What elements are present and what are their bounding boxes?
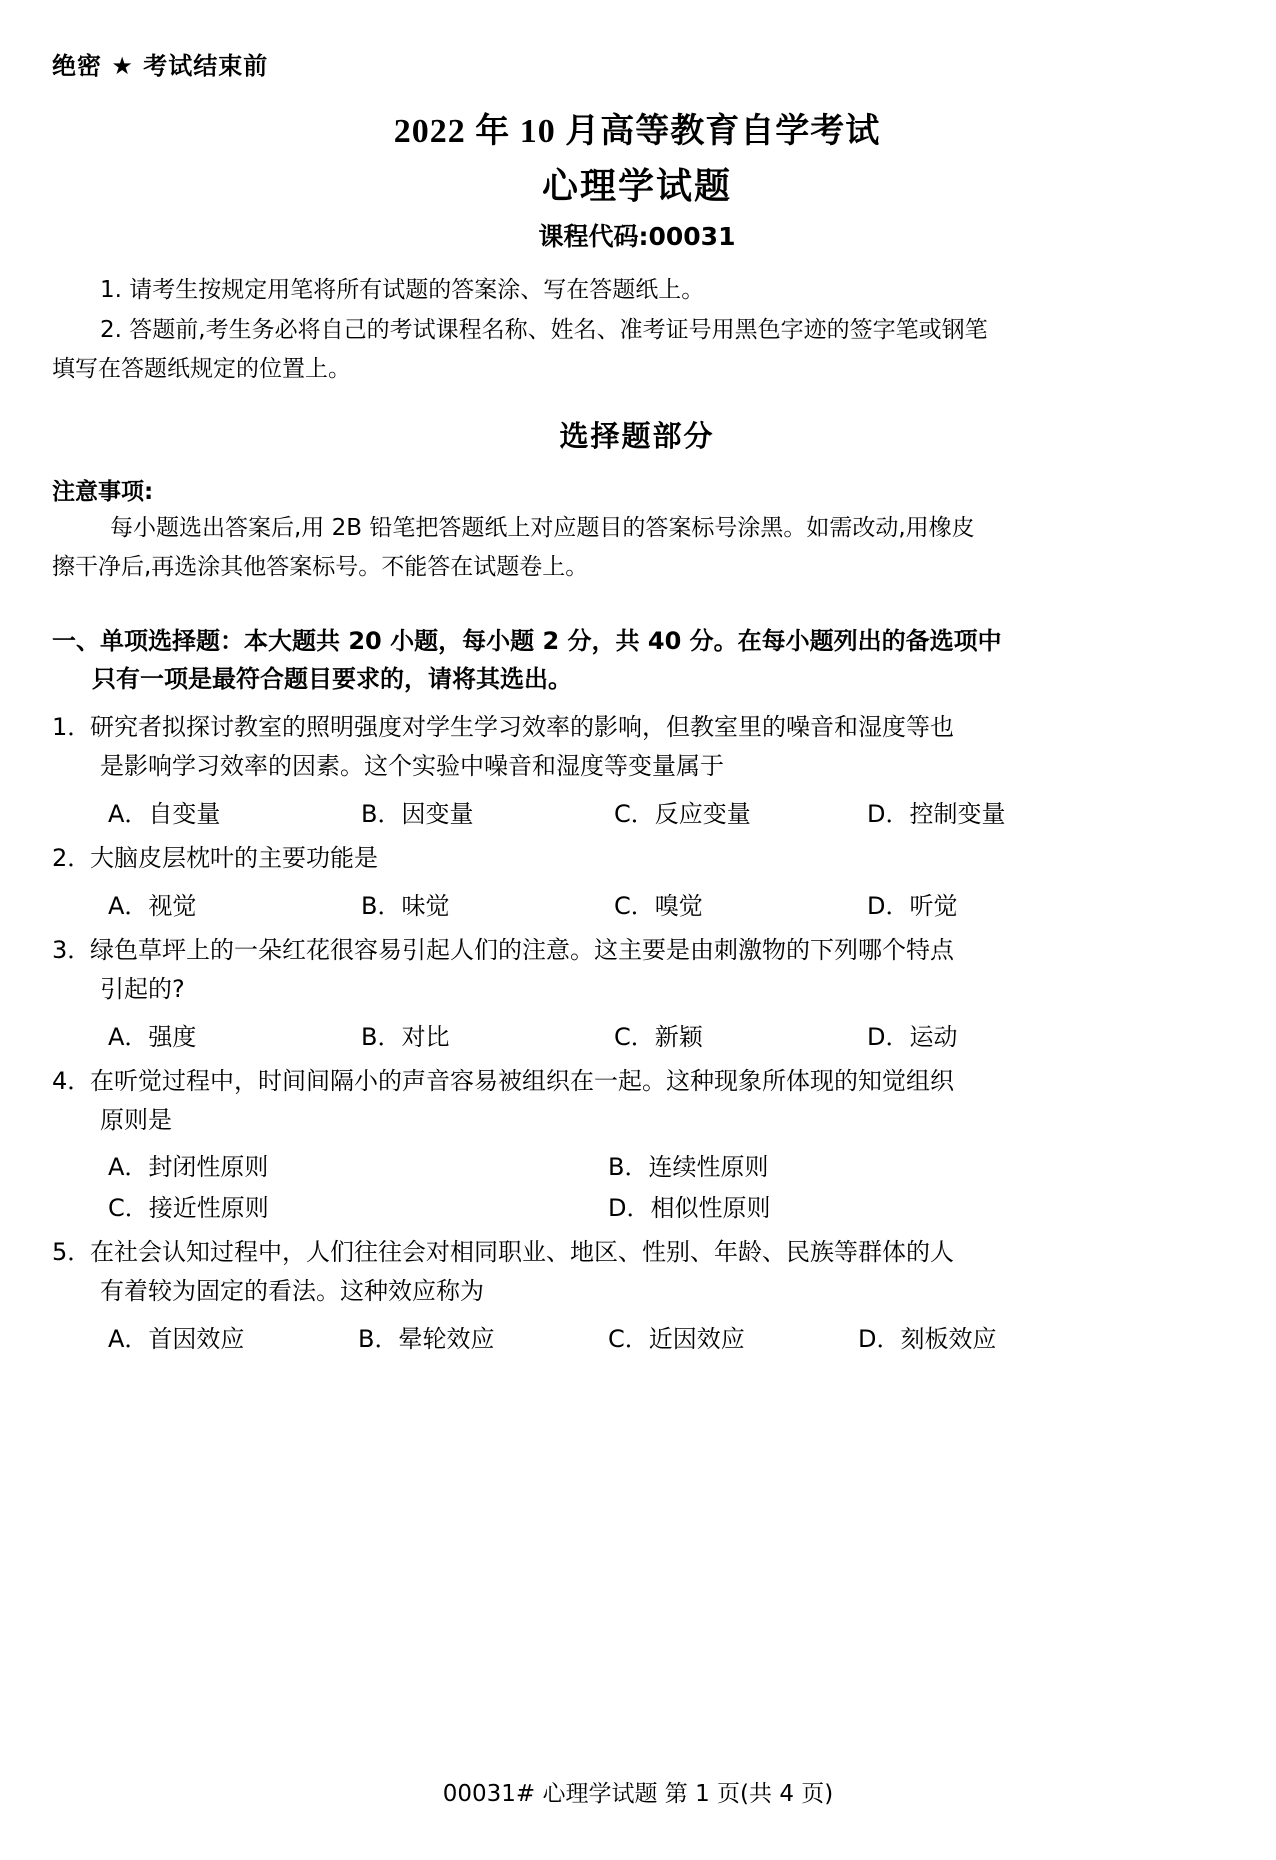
question-stem-line1: 绿色草坪上的一朵红花很容易引起人们的注意。这主要是由刺激物的下列哪个特点 <box>90 935 954 964</box>
question-stem <box>52 839 1222 878</box>
question-stem-line2: 有着较为固定的看法。这种效应称为 <box>100 1277 484 1306</box>
question-stem-line2: 引起的? <box>100 974 185 1003</box>
option-c[interactable]: C．新颖 <box>614 1022 703 1051</box>
option-row <box>52 1017 1222 1052</box>
question-item <box>52 931 1222 1052</box>
option-d[interactable]: D．控制变量 <box>867 800 1006 829</box>
big-question-line2: 只有一项是最符合题目要求的，请将其选出。 <box>92 664 572 693</box>
option-a[interactable]: A．自变量 <box>108 800 221 829</box>
option-c[interactable]: C．反应变量 <box>614 800 751 829</box>
question-number: 1． <box>52 713 92 742</box>
option-row <box>52 794 1222 829</box>
attention-line-2: 擦干净后,再选涂其他答案标号。不能答在试题卷上。 <box>52 553 589 580</box>
option-row <box>52 1147 1222 1182</box>
section-header: 选择题部分 <box>559 418 715 453</box>
question-stem-line2: 是影响学习效率的因素。这个实验中噪音和湿度等变量属于 <box>100 752 724 781</box>
option-c[interactable]: C．接近性原则 <box>108 1194 269 1223</box>
exam-title-line1: 2022 年 10 月高等教育自学考试 <box>393 113 881 150</box>
question-stem-line2: 原则是 <box>100 1105 172 1134</box>
question-stem-line1: 在社会认知过程中，人们往往会对相同职业、地区、性别、年龄、民族等群体的人 <box>90 1238 954 1267</box>
instruction-2-cont: 填写在答题纸规定的位置上。 <box>52 356 351 383</box>
question-stem <box>52 1062 1222 1140</box>
page-footer: 00031# 心理学试题 第 1 页(共 4 页) <box>442 1781 834 1807</box>
question-stem-line1: 在听觉过程中，时间间隔小的声音容易被组织在一起。这种现象所体现的知觉组织 <box>90 1066 954 1095</box>
question-number: 4． <box>52 1066 92 1095</box>
option-row <box>52 1319 1222 1354</box>
option-a[interactable]: A．强度 <box>108 1022 197 1051</box>
option-d[interactable]: D．刻板效应 <box>858 1325 997 1354</box>
question-number: 3． <box>52 935 92 964</box>
big-question-line1: 一、单项选择题：本大题共 20 小题，每小题 2 分，共 40 分。在每小题列出的备选项中 <box>52 626 1002 655</box>
option-row <box>52 886 1222 921</box>
question-number: 5． <box>52 1238 92 1267</box>
exam-subject-title: 心理学试题 <box>541 166 732 207</box>
question-stem-line1: 大脑皮层枕叶的主要功能是 <box>90 844 378 873</box>
attention-label: 注意事项: <box>52 478 154 505</box>
option-d[interactable]: D．运动 <box>867 1022 958 1051</box>
option-row <box>52 1188 1222 1223</box>
attention-line-1: 每小题选出答案后,用 2B 铅笔把答题纸上对应题目的答案标号涂黑。如需改动,用橡皮 <box>110 514 975 541</box>
option-b[interactable]: B．连续性原则 <box>608 1153 769 1182</box>
option-c[interactable]: C．嗅觉 <box>614 891 703 920</box>
instruction-1: 1. 请考生按规定用笔将所有试题的答案涂、写在答题纸上。 <box>100 277 705 303</box>
option-d[interactable]: D．听觉 <box>867 891 958 920</box>
option-a[interactable]: A．首因效应 <box>108 1325 245 1354</box>
secret-label: 绝密 ★ 考试结束前 <box>52 52 269 80</box>
question-item <box>52 1062 1222 1224</box>
question-item <box>52 839 1222 921</box>
question-stem <box>52 931 1222 1009</box>
option-b[interactable]: B．晕轮效应 <box>358 1325 495 1354</box>
option-a[interactable]: A．视觉 <box>108 891 197 920</box>
question-number: 2． <box>52 844 92 873</box>
question-stem <box>52 1233 1222 1311</box>
question-item <box>52 1233 1222 1354</box>
course-code: 课程代码:00031 <box>538 222 736 251</box>
question-stem <box>52 708 1222 786</box>
option-b[interactable]: B．因变量 <box>361 800 474 829</box>
option-d[interactable]: D．相似性原则 <box>608 1194 771 1223</box>
question-stem-line1: 研究者拟探讨教室的照明强度对学生学习效率的影响，但教室里的噪音和湿度等也 <box>90 713 954 742</box>
question-item <box>52 708 1222 829</box>
big-question-heading <box>52 622 1222 699</box>
option-a[interactable]: A．封闭性原则 <box>108 1153 269 1182</box>
option-b[interactable]: B．对比 <box>361 1022 450 1051</box>
option-b[interactable]: B．味觉 <box>361 891 450 920</box>
instruction-2: 2. 答题前,考生务必将自己的考试课程名称、姓名、准考证号用黑色字迹的签字笔或钢笔 <box>100 316 988 343</box>
option-c[interactable]: C．近因效应 <box>608 1325 745 1354</box>
